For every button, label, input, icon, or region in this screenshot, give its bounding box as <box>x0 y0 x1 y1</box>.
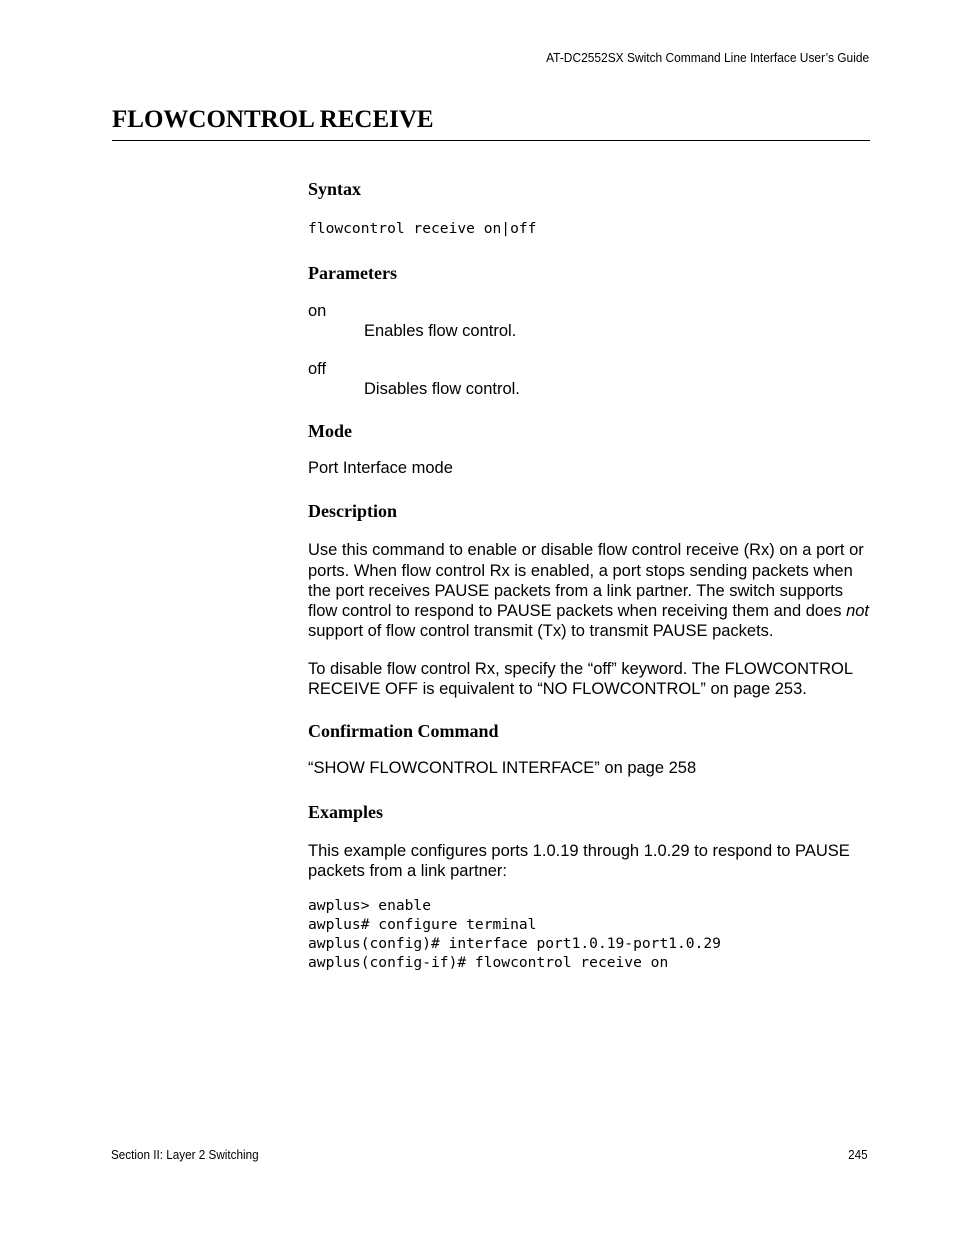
content-column <box>308 178 870 972</box>
running-header: AT-DC2552SX Switch Command Line Interface User’s Guide <box>545 50 869 65</box>
description-text: support of flow control transmit (Tx) to transmit PAUSE packets. <box>308 622 774 641</box>
parameter-description: Disables flow control. <box>364 380 520 398</box>
description-paragraph-1 <box>308 540 870 641</box>
parameter-list <box>308 301 870 399</box>
description-text: Use this command to enable or disable flow control receive (Rx) on a port or ports. When flow control Rx is enabled, a port stops sending packets when the port receives PAUSE packets from a link partner. The switch supports flow control to respond to PAUSE packets when receiving them and does <box>308 541 864 621</box>
parameter-name: on <box>308 302 327 320</box>
mode-text: Port Interface mode <box>308 459 453 477</box>
parameters-heading: Parameters <box>308 263 397 283</box>
syntax-heading: Syntax <box>308 179 362 199</box>
emphasis-text: not <box>846 602 870 621</box>
confirmation-heading: Confirmation Command <box>308 721 499 742</box>
code-line: awplus(config)# interface port1.0.19-port1.0.29 <box>308 935 721 953</box>
parameter-name: off <box>308 360 327 378</box>
parameter-item <box>308 359 870 399</box>
title-rule <box>112 140 870 141</box>
confirmation-command-link[interactable]: “SHOW FLOWCONTROL INTERFACE” on page 258 <box>308 759 697 778</box>
syntax-command: flowcontrol receive on|off <box>308 220 537 237</box>
examples-intro: This example configures ports 1.0.19 through 1.0.29 to respond to PAUSE packets from a link partner: <box>308 841 850 880</box>
example-code-block <box>308 896 870 972</box>
page-title: FLOWCONTROL RECEIVE <box>112 106 434 133</box>
description-paragraph-2: To disable flow control Rx, specify the “off” keyword. The FLOWCONTROL RECEIVE OFF is equivalent to “NO FLOWCONTROL” on page 253. <box>308 659 853 699</box>
parameter-item <box>308 301 870 341</box>
code-line: awplus> enable <box>308 897 432 915</box>
parameter-description: Enables flow control. <box>364 322 517 340</box>
footer-page-number: 245 <box>848 1147 868 1162</box>
footer-section: Section II: Layer 2 Switching <box>111 1147 259 1162</box>
description-heading: Description <box>308 501 397 522</box>
examples-heading: Examples <box>308 801 384 822</box>
mode-heading: Mode <box>308 421 352 441</box>
code-line: awplus(config-if)# flowcontrol receive on <box>308 954 669 972</box>
code-line: awplus# configure terminal <box>308 916 537 934</box>
